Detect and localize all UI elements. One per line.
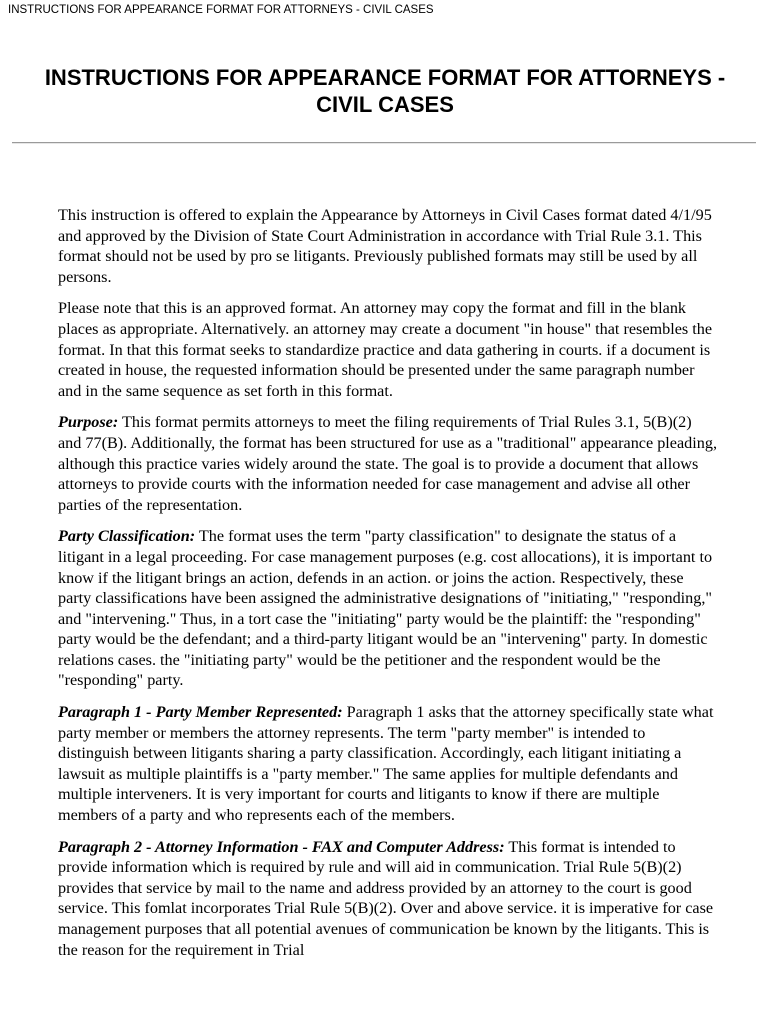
document-body xyxy=(58,205,718,971)
paragraph-intro xyxy=(58,205,718,287)
paragraph-heading: Paragraph 2 - Attorney Information - FAX and Computer Address: xyxy=(58,837,505,856)
paragraph-attorney-information xyxy=(58,837,718,961)
document-title-line-1: INSTRUCTIONS FOR APPEARANCE FORMAT FOR ATTORNEYS - xyxy=(44,65,726,90)
paragraph-party-member xyxy=(58,702,718,826)
paragraph-text: This format permits attorneys to meet the filing requirements of Trial Rules 3.1, 5(B)(2) and 77(B). Additionally, the format has been structured for use as a "traditional" appearance pleading, although this practice varies widely around the state. The goal is to provide a document that allows attorneys to provide courts with the information needed for case management and advise all other parties of the representation. xyxy=(58,413,717,514)
paragraph-heading: Party Classification: xyxy=(58,527,196,546)
document-title-line-2: CIVIL CASES xyxy=(316,92,454,117)
paragraph-heading: Purpose: xyxy=(58,413,119,432)
document-title xyxy=(20,64,750,118)
paragraph-text: Paragraph 1 asks that the attorney specifically state what party member or members the attorney represents. The term "party member" is intended to distinguish between litigants sharing a party classification. Accordingly, each litigant initiating a lawsuit as multiple plaintiffs is a "party member." The same applies for multiple defendants and multiple interveners. It is very important for courts and litigants to know if there are multiple members of a party and who represents each of the members. xyxy=(58,703,714,825)
paragraph-purpose xyxy=(58,412,718,515)
paragraph-text: Please note that this is an approved format. An attorney may copy the format and fill in the blank places as appropriate. Alternatively. an attorney may create a document "in house" that resembles the format. In that this format seeks to standardize practice and data gathering in courts. if a document is created in house, the requested information should be presented under the same paragraph number and in the same sequence as set forth in this format. xyxy=(58,299,713,400)
title-divider xyxy=(12,142,756,144)
running-header: INSTRUCTIONS FOR APPEARANCE FORMAT FOR ATTORNEYS - CIVIL CASES xyxy=(8,4,434,16)
paragraph-text: The format uses the term "party classification" to designate the status of a litigant in a legal proceeding. For case management purposes (e.g. cost allocations), it is important to know if the litigant brings an action, defends in an action. or joins the action. Respectively, these party classifications have been assigned the administrative designations of "initiating," "responding," and "intervening." Thus, in a tort case the "initiating" party would be the plaintiff: the "responding" party would be the defendant; and a third-party litigant would be an "intervening" party. In domestic relations cases. the "initiating party" would be the petitioner and the respondent would be the "responding" party. xyxy=(58,527,713,690)
paragraph-text: This format is intended to provide information which is required by rule and will aid in communication. Trial Rule 5(B)(2) provides that service by mail to the name and address provided by an attorney to the court is good service. This fomlat incorporates Trial Rule 5(B)(2). Over and above service. it is imperative for case management purposes that all potential avenues of communication be known by the litigants. This is the reason for the requirement in Trial xyxy=(58,837,714,959)
paragraph-approved-format xyxy=(58,298,718,401)
paragraph-heading: Paragraph 1 - Party Member Represented: xyxy=(58,703,343,722)
paragraph-party-classification xyxy=(58,526,718,691)
paragraph-text: This instruction is offered to explain the Appearance by Attorneys in Civil Cases format dated 4/1/95 and approved by the Division of State Court Administration in accordance with Trial Rule 3.1. This format should not be used by pro se litigants. Previously published formats may still be used by all persons. xyxy=(58,206,712,286)
